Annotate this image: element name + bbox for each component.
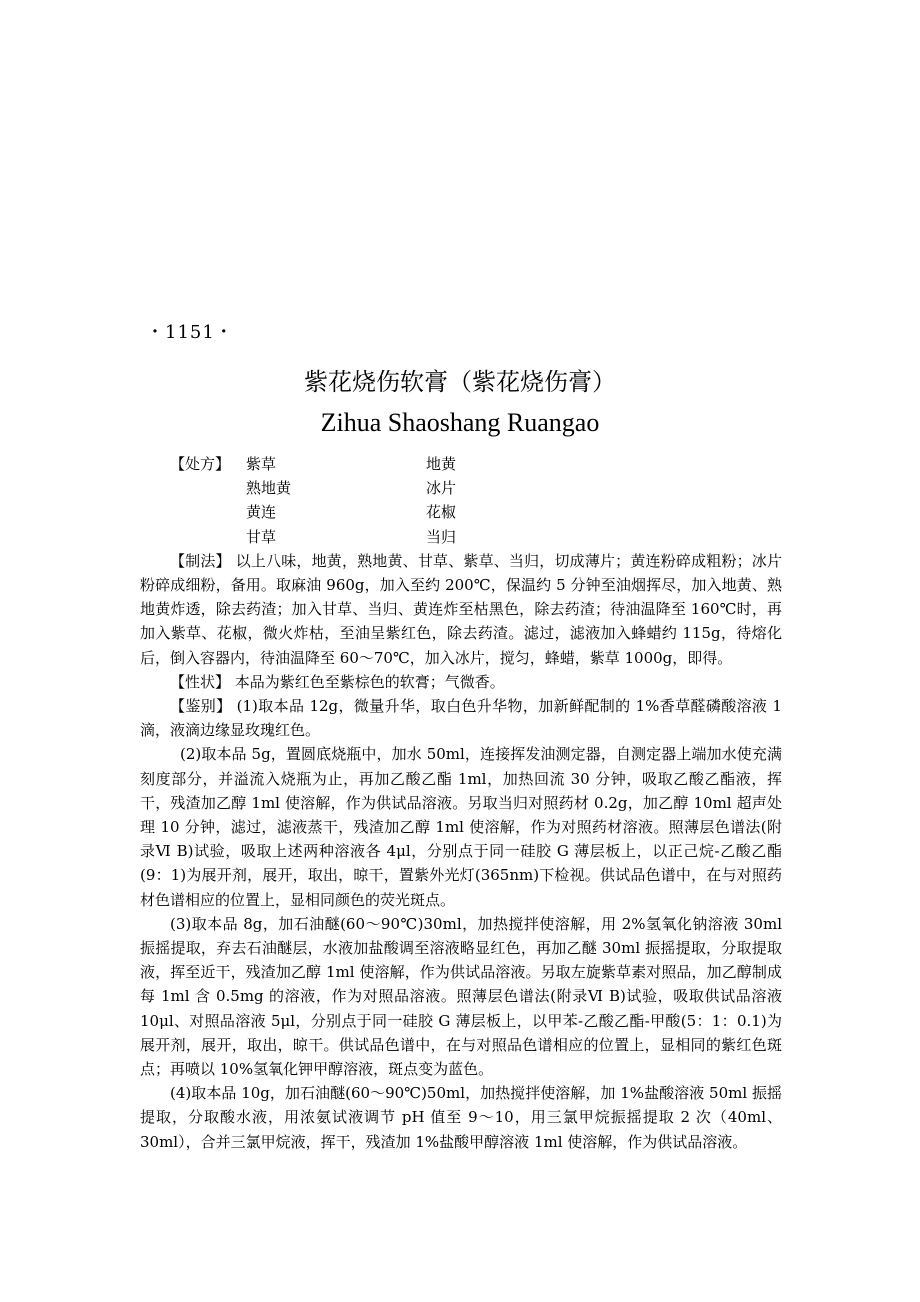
prescription-item: 当归 xyxy=(426,527,457,546)
page-number: ・1151・ xyxy=(146,322,234,343)
identification-text-2: (2)取本品 5g，置圆底烧瓶中，加水 50ml，连接挥发油测定器，自测定器上端加水使充满刻度部分，并溢流入烧瓶为止，再加乙酸乙酯 1ml，加热回流 30 分钟，吸取乙酸乙酯液，挥干，残渣加乙醇 1ml 使溶解，作为供试品溶液。另取当归对照药材 0.2g，加乙醇 10ml 超声处理 10 分钟，滤过，滤液蒸干，残渣加乙醇 1ml 使溶解，作为对照药材溶液。照薄层色谱法(附录Ⅵ B)试验，吸取上述两种溶液各 4μl，分别点于同一硅胶 G 薄层板上，以正己烷-乙酸乙酯(9：1)为展开剂，展开，取出，晾干，置紫外光灯(365nm)下检视。供试品色谱中，在与对照药材色谱相应的位置上，显相同颜色的荧光斑点。 xyxy=(140,745,782,909)
method-text: 以上八味，地黄，熟地黄、甘草、紫草、当归，切成薄片；黄连粉碎成粗粉；冰片粉碎成细粉，备用。取麻油 960g，加入至约 200℃，保温约 5 分钟至油烟挥尽，加入地黄、熟地黄炸透，除去药渣；加入甘草、当归、黄连炸至枯黑色，除去药渣；待油温降至 160℃时，再加入紫草、花椒，微火炸枯，至油呈紫红色，除去药渣。滤过，滤液加入蜂蜡约 115g，待熔化后，倒入容器内，待油温降至 60～70℃，加入冰片，搅匀，蜂蜡，紫草 1000g，即得。 xyxy=(140,551,782,667)
prescription-label: 【处方】 xyxy=(170,455,231,473)
character-label: 【性状】 xyxy=(170,672,231,691)
identification-section xyxy=(140,694,782,742)
page-title: 紫花烧伤软膏（紫花烧伤膏） xyxy=(304,368,616,396)
identification-text-4: (4)取本品 10g，加石油醚(60～90℃)50ml，加热搅拌使溶解，加 1%盐酸溶液 50ml 振摇提取，分取酸水液，用浓氨试液调节 pH 值至 9～10，用三氯甲烷振摇提取 2 次（40ml、30ml），合并三氯甲烷液，挥干，残渣加 1%盐酸甲醇溶液 1ml 使溶解，作为供试品溶液。 xyxy=(140,1084,782,1151)
character-text: 本品为紫红色至紫棕色的软膏；气微香。 xyxy=(234,672,505,691)
prescription-item: 黄连 xyxy=(246,503,277,522)
document-body xyxy=(140,452,782,1154)
prescription-item: 花椒 xyxy=(426,503,457,522)
prescription-item: 熟地黄 xyxy=(246,479,292,498)
character-section xyxy=(140,670,782,694)
identification-label: 【鉴别】 xyxy=(170,697,232,716)
prescription-item: 地黄 xyxy=(426,455,457,473)
prescription-item: 甘草 xyxy=(246,527,277,546)
method-section xyxy=(140,549,782,670)
method-label: 【制法】 xyxy=(170,551,231,570)
prescription-item: 冰片 xyxy=(426,479,457,498)
prescription-table xyxy=(140,452,782,549)
identification-text-1: (1)取本品 12g，微量升华，取白色升华物，加新鲜配制的 1%香草醛磷酸溶液 1 滴，液滴边缘显玫瑰红色。 xyxy=(140,697,782,740)
page-subtitle-pinyin: Zihua Shaoshang Ruangao xyxy=(320,408,600,437)
identification-text-3: (3)取本品 8g，加石油醚(60～90℃)30ml，加热搅拌使溶解，用 2%氢氧化钠溶液 30ml 振摇提取，弃去石油醚层，水液加盐酸调至溶液略显红色，再加乙醚 30ml 振摇提取，分取提取液，挥至近干，残渣加乙醇 1ml 使溶解，作为供试品溶液。另取左旋紫草素对照品，加乙醇制成每 1ml 含 0.5mg 的溶液，作为对照品溶液。照薄层色谱法(附录Ⅵ B)试验，吸取供试品溶液 10μl、对照品溶液 5μl，分别点于同一硅胶 G 薄层板上，以甲苯-乙酸乙酯-甲酸(5：1：0.1)为展开剂，展开，取出，晾干。供试品色谱中，在与对照品色谱相应的位置上，显相同的紫红色斑点；再喷以 10%氢氧化钾甲醇溶液，斑点变为蓝色。 xyxy=(140,914,782,1079)
prescription-item: 紫草 xyxy=(246,455,277,473)
